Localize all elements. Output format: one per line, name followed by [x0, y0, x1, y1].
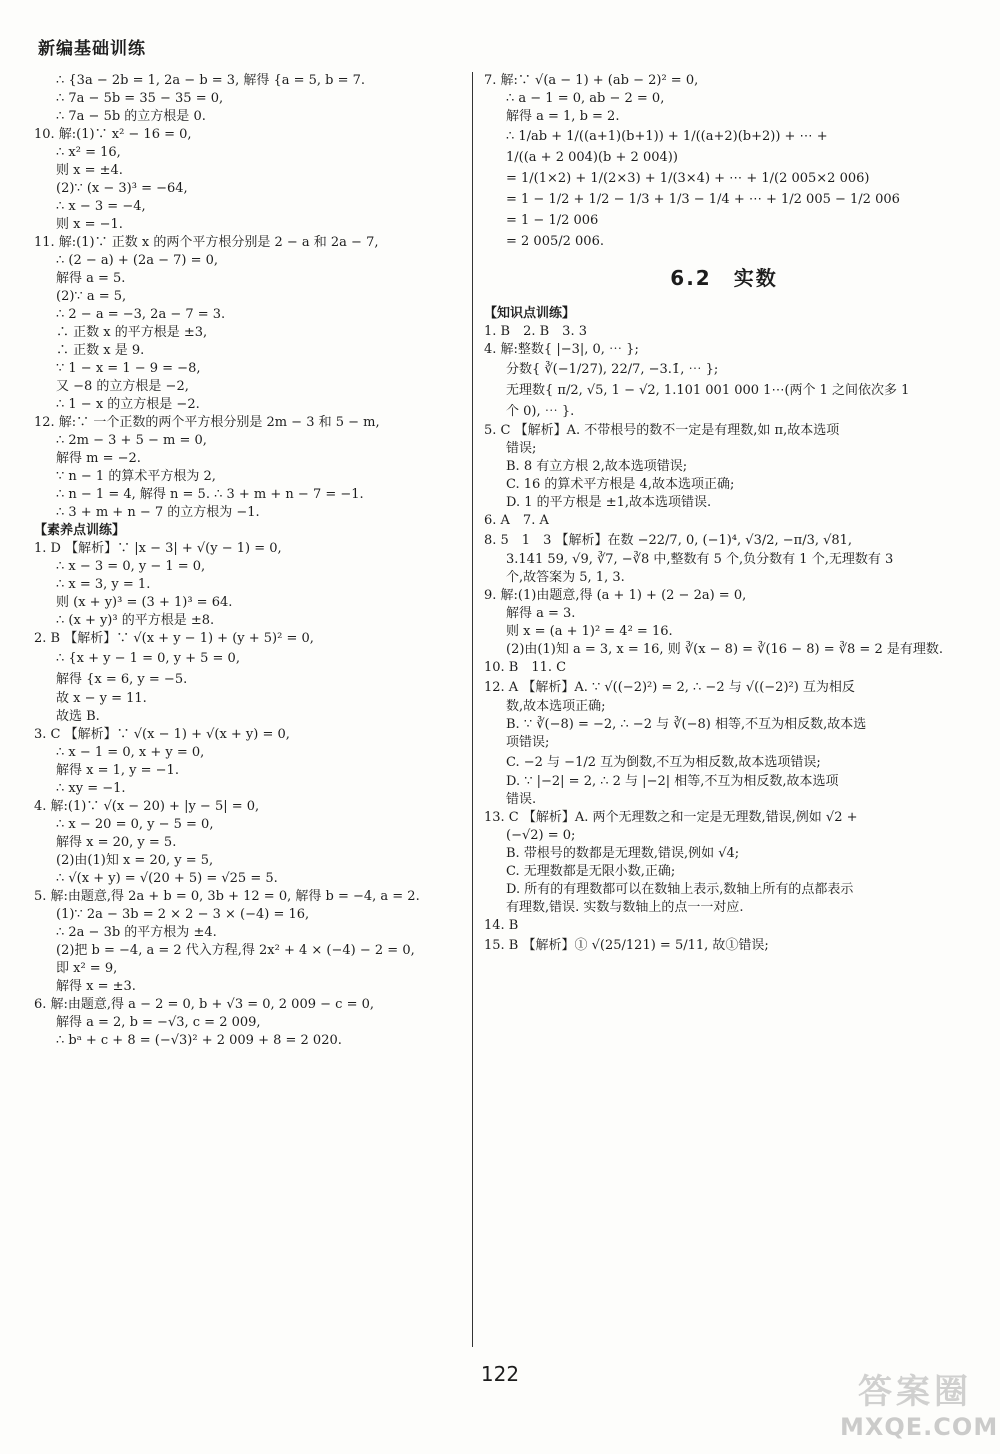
column-divider: [472, 72, 473, 1347]
solution-line: B. 8 有立方根 2,故本选项错误;: [506, 459, 688, 474]
solution-line: ∴ x − 1 = 0, x + y = 0,: [56, 745, 205, 760]
problem-line: 13. C 【解析】A. 两个无理数之和一定是无理数,错误,例如 √2 +: [484, 810, 858, 825]
solution-line: 解得 a = 2, b = −√3, c = 2 009,: [56, 1015, 261, 1030]
problem-line: 12. A 【解析】A. ∵ √((−2)²) = 2, ∴ −2 与 √((−2)²) 互为相反: [484, 680, 855, 695]
solution-line: = 1/(1×2) + 1/(2×3) + 1/(3×4) + ⋯ + 1/(2 005×2 006): [506, 171, 870, 186]
section-title: 6.2 实数: [670, 266, 778, 290]
solution-line: ∴ √(x + y) = √(20 + 5) = √25 = 5.: [56, 871, 278, 886]
solution-line: ∴ 2m − 3 + 5 − m = 0,: [56, 433, 207, 448]
problem-line: 12. 解:∵ 一个正数的两个平方根分别是 2m − 3 和 5 − m,: [34, 415, 380, 430]
solution-line: ∴ 2 − a = −3, 2a − 7 = 3.: [56, 307, 226, 322]
solution-line: 解得 a = 5.: [56, 271, 126, 286]
solution-line: 项错误;: [506, 735, 550, 750]
solution-line: B. ∵ ∛(−8) = −2, ∴ −2 与 ∛(−8) 相等,不互为相反数,故本选: [506, 717, 867, 732]
solution-line: C. 16 的算术平方根是 4,故本选项正确;: [506, 477, 735, 492]
solution-line: ∴ x = 3, y = 1.: [56, 577, 151, 592]
solution-line: C. 无理数都是无限小数,正确;: [506, 864, 676, 879]
solution-line: ∴ 3 + m + n − 7 的立方根为 −1.: [56, 505, 260, 520]
solution-line: (2)由(1)知 x = 20, y = 5,: [56, 853, 214, 868]
page-number: 122: [480, 1362, 520, 1386]
subsection-heading: 【知识点训练】: [484, 306, 576, 321]
solution-line: = 1 − 1/2 006: [506, 213, 599, 228]
solution-line: 数,故本选项正确;: [506, 699, 606, 714]
solution-line: = 1 − 1/2 + 1/2 − 1/3 + 1/3 − 1/4 + ⋯ + 1/2 005 − 1/2 006: [506, 192, 900, 207]
solution-line: ∴ 正数 x 的平方根是 ±3,: [56, 325, 208, 340]
problem-line: 6. 解:由题意,得 a − 2 = 0, b + √3 = 0, 2 009 − c = 0,: [34, 997, 374, 1012]
solution-line: ∴ {3a − 2b = 1, 2a − b = 3, 解得 {a = 5, b = 7.: [56, 73, 366, 88]
problem-line: 11. 解:(1)∵ 正数 x 的两个平方根分别是 2 − a 和 2a − 7,: [34, 235, 379, 250]
solution-line: 则 x = (a + 1)² = 4² = 16.: [506, 624, 673, 639]
solution-line: ∴ {x + y − 1 = 0, y + 5 = 0,: [56, 651, 240, 666]
solution-line: 分数{ ∛(−1/27), 22/7, −3.1̇, ⋯ };: [506, 362, 719, 377]
problem-line: 9. 解:(1)由题意,得 (a + 1) + (2 − 2a) = 0,: [484, 588, 747, 603]
solution-line: 个 0), ⋯ }.: [506, 404, 575, 419]
solution-line: ∴ x − 3 = 0, y − 1 = 0,: [56, 559, 206, 574]
solution-line: ∴ 1 − x 的立方根是 −2.: [56, 397, 200, 412]
answer-line: 10. B 11. C: [484, 660, 567, 675]
problem-line: 10. 解:(1)∵ x² − 16 = 0,: [34, 127, 192, 142]
solution-line: 解得 {x = 6, y = −5.: [56, 672, 188, 687]
right-column: [484, 72, 964, 956]
solution-line: 解得 x = 1, y = −1.: [56, 763, 179, 778]
solution-line: 错误;: [506, 441, 537, 456]
solution-line: ∴ n − 1 = 4, 解得 n = 5. ∴ 3 + m + n − 7 = −1.: [56, 487, 364, 502]
problem-line: 4. 解:(1)∵ √(x − 20) + |y − 5| = 0,: [34, 799, 260, 814]
watermark-logo-text: 答案圈: [858, 1372, 972, 1412]
solution-line: ∴ 7a − 5b 的立方根是 0.: [56, 109, 206, 124]
solution-line: D. 1 的平方根是 ±1,故本选项错误.: [506, 495, 712, 510]
solution-line: ∴ 正数 x 是 9.: [56, 343, 145, 358]
solution-line: 3.141 59, √9, ∛7, −∛8 中,整数有 5 个,负分数有 1 个,无理数有 3: [506, 552, 894, 567]
solution-line: 1/((a + 2 004)(b + 2 004)): [506, 150, 678, 165]
problem-line: 1. D 【解析】∵ |x − 3| + √(y − 1) = 0,: [34, 541, 282, 556]
problem-line: 15. B 【解析】① √(25/121) = 5/11, 故①错误;: [484, 938, 769, 953]
solution-line: 解得 a = 3.: [506, 606, 576, 621]
solution-line: ∴ x − 3 = −4,: [56, 199, 146, 214]
solution-line: 故 x − y = 11.: [56, 691, 147, 706]
solution-line: 故选 B.: [56, 709, 100, 724]
solution-line: D. 所有的有理数都可以在数轴上表示,数轴上所有的点都表示: [506, 882, 854, 897]
solution-line: ∵ n − 1 的算术平方根为 2,: [56, 469, 216, 484]
answer-line: 6. A 7. A: [484, 513, 549, 528]
solution-line: 有理数,错误. 实数与数轴上的点一一对应.: [506, 900, 744, 915]
solution-line: ∴ 2a − 3b 的平方根为 ±4.: [56, 925, 217, 940]
solution-line: 则 (x + y)³ = (3 + 1)³ = 64.: [56, 595, 233, 610]
solution-line: 解得 x = 20, y = 5.: [56, 835, 177, 850]
solution-line: ∵ 1 − x = 1 − 9 = −8,: [56, 361, 201, 376]
solution-line: 解得 x = ±3.: [56, 979, 136, 994]
problem-line: 4. 解:整数{ |−3|, 0, ⋯ };: [484, 342, 639, 357]
solution-line: 无理数{ π/2, √5, 1 − √2, 1.101 001 000 1⋯(两个 1 之间依次多 1: [506, 383, 910, 398]
solution-line: ∴ 7a − 5b = 35 − 35 = 0,: [56, 91, 224, 106]
solution-line: = 2 005/2 006.: [506, 234, 604, 249]
solution-line: ∴ bᵃ + c + 8 = (−√3)² + 2 009 + 8 = 2 020.: [56, 1033, 342, 1048]
solution-line: D. ∵ |−2| = 2, ∴ 2 与 |−2| 相等,不互为相反数,故本选项: [506, 774, 839, 789]
solution-line: ∴ xy = −1.: [56, 781, 126, 796]
problem-line: 5. 解:由题意,得 2a + b = 0, 3b + 12 = 0, 解得 b = −4, a = 2.: [34, 889, 420, 904]
solution-line: 解得 a = 1, b = 2.: [506, 109, 620, 124]
solution-line: B. 带根号的数都是无理数,错误,例如 √4;: [506, 846, 740, 861]
solution-line: 错误.: [506, 792, 537, 807]
problem-line: 2. B 【解析】∵ √(x + y − 1) + (y + 5)² = 0,: [34, 631, 314, 646]
solution-line: (2)把 b = −4, a = 2 代入方程,得 2x² + 4 × (−4) − 2 = 0,: [56, 943, 415, 958]
solution-line: (1)∵ 2a − 3b = 2 × 2 − 3 × (−4) = 16,: [56, 907, 310, 922]
problem-line: 5. C 【解析】A. 不带根号的数不一定是有理数,如 π,故本选项: [484, 423, 840, 438]
subsection-heading: 【素养点训练】: [34, 523, 126, 538]
problem-line: 8. 5 1 3 【解析】在数 −22/7, 0, (−1)⁴, √3/2, −π/3, √81,: [484, 533, 853, 548]
solution-line: ∴ x − 20 = 0, y − 5 = 0,: [56, 817, 214, 832]
solution-line: ∴ 1/ab + 1/((a+1)(b+1)) + 1/((a+2)(b+2)) + ⋯ +: [506, 129, 828, 144]
solution-line: 则 x = ±4.: [56, 163, 123, 178]
solution-line: 解得 m = −2.: [56, 451, 141, 466]
solution-line: 个,故答案为 5, 1, 3.: [506, 570, 625, 585]
problem-line: 3. C 【解析】∵ √(x − 1) + √(x + y) = 0,: [34, 727, 290, 742]
left-column: [34, 72, 464, 1050]
page-header-title: 新编基础训练: [38, 39, 146, 59]
answer-line: 14. B: [484, 918, 519, 933]
solution-line: 即 x² = 9,: [56, 961, 118, 976]
solution-line: (−√2) = 0;: [506, 828, 576, 843]
watermark-logo: [840, 1364, 999, 1444]
solution-line: 又 −8 的立方根是 −2,: [56, 379, 189, 394]
solution-line: C. −2 与 −1/2 互为倒数,不互为相反数,故本选项错误;: [506, 755, 821, 770]
solution-line: (2)∵ (x − 3)³ = −64,: [56, 181, 188, 196]
solution-line: 则 x = −1.: [56, 217, 123, 232]
solution-line: (2)由(1)知 a = 3, x = 16, 则 ∛(x − 8) = ∛(16 − 8) = ∛8 = 2 是有理数.: [506, 642, 943, 657]
answer-line: 1. B 2. B 3. 3: [484, 324, 587, 339]
watermark-site-text: MXQE.COM: [840, 1413, 999, 1441]
solution-line: ∴ x² = 16,: [56, 145, 121, 160]
solution-line: ∴ a − 1 = 0, ab − 2 = 0,: [506, 91, 665, 106]
problem-line: 7. 解:∵ √(a − 1) + (ab − 2)² = 0,: [484, 73, 699, 88]
solution-line: (2)∵ a = 5,: [56, 289, 127, 304]
solution-line: ∴ (x + y)³ 的平方根是 ±8.: [56, 613, 215, 628]
solution-line: ∴ (2 − a) + (2a − 7) = 0,: [56, 253, 219, 268]
